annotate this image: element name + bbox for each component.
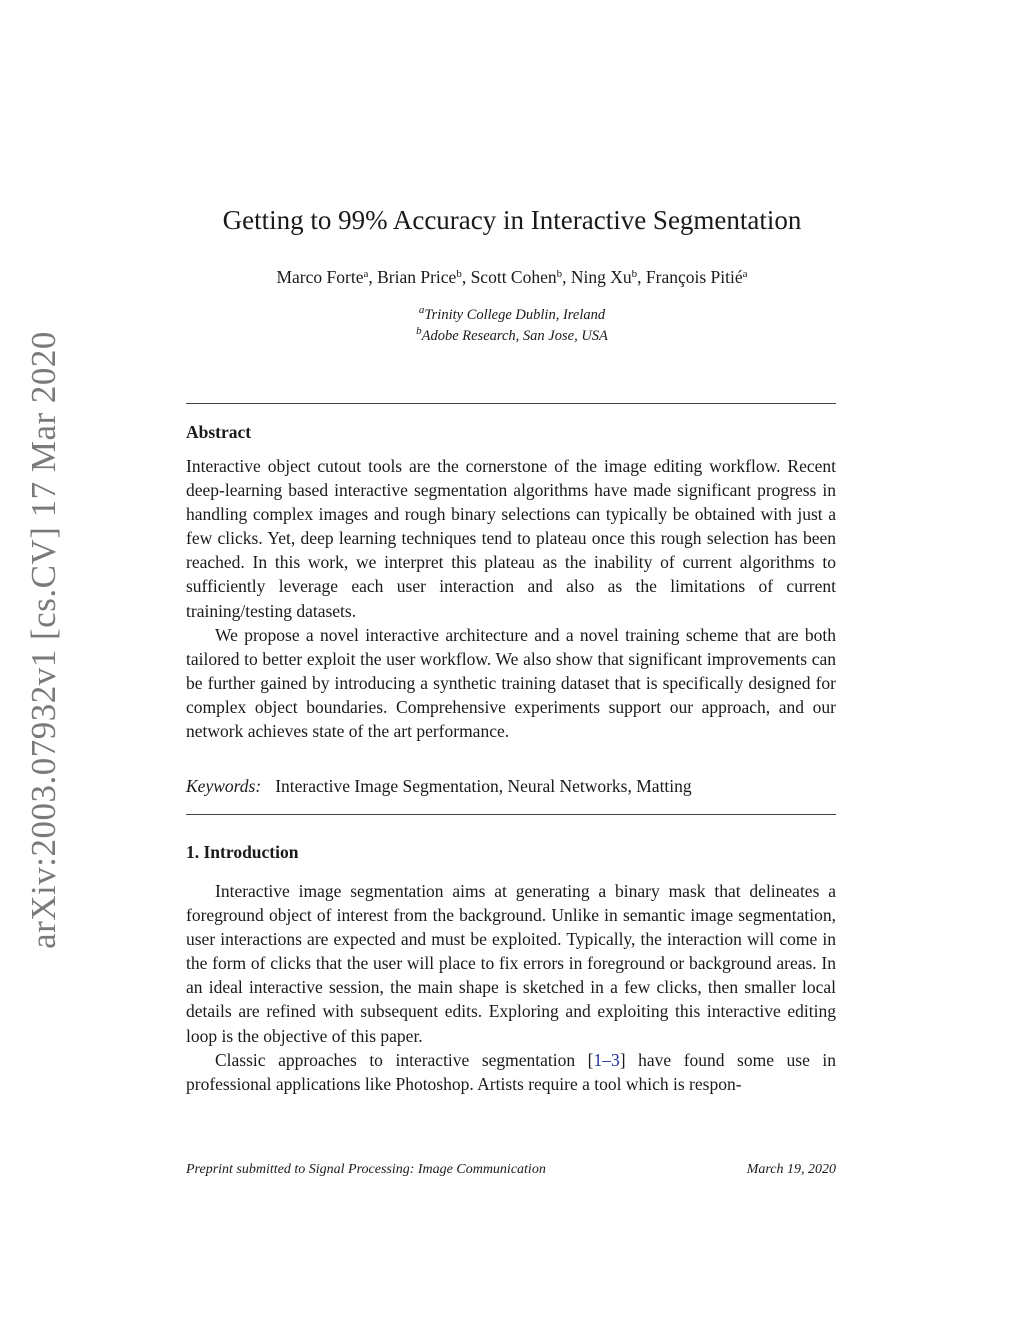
affiliation-line: [0, 305, 1024, 326]
abstract-body: [186, 454, 836, 743]
author-name: Brian Price: [377, 267, 457, 287]
paragraph-text: Classic approaches to interactive segmentation [: [215, 1049, 594, 1070]
affiliation-mark: a: [418, 304, 425, 316]
keywords-text: Interactive Image Segmentation, Neural Networks, Matting: [275, 776, 692, 796]
page-footer: [186, 1160, 836, 1180]
author-name: Marco Forte: [276, 267, 364, 287]
affiliation-list: [0, 305, 1024, 347]
keywords-line: [186, 774, 692, 798]
affiliation-text: Adobe Research, San Jose, USA: [421, 328, 608, 344]
author-affiliation-mark: b: [556, 268, 563, 280]
author-affiliation-mark: a: [742, 268, 748, 280]
keywords-label: Keywords:: [186, 776, 262, 796]
paragraph-text: ] have found some use in professional applications like Photoshop. Artists require a tool which is respon-: [186, 1049, 836, 1094]
affiliation-text: Trinity College Dublin, Ireland: [424, 307, 606, 323]
abstract-paragraph: Interactive object cutout tools are the cornerstone of the image editing workflow. Recent deep-learning based interactive segmentation algorithms have made significant progress in handling complex images and rough binary selections can typically be obtained with just a few clicks. Yet, deep learning techniques tend to plateau once this rough selection has been reached. In this work, we interpret this plateau as the inability of current algorithms to sufficiently leverage each user interaction and also as the limitations of current training/testing datasets.: [186, 456, 836, 621]
affiliation-line: [0, 326, 1024, 347]
abstract-paragraph: We propose a novel interactive architecture and a novel training scheme that are both tailored to better exploit the user workflow. We also show that significant improvements can be further gained by introducing a synthetic training dataset that is specifically designed for complex object boundaries. Comprehensive experiments support our approach, and our network achieves state of the art performance.: [186, 624, 836, 742]
paper-title: Getting to 99% Accuracy in Interactive Segmentation: [222, 205, 802, 235]
introduction-heading: 1. Introduction: [186, 842, 299, 862]
affiliation-mark: b: [416, 325, 422, 337]
footer-venue: Preprint submitted to Signal Processing: Image Communication: [186, 1162, 546, 1177]
author-affiliation-mark: b: [456, 268, 462, 280]
author-name: Scott Cohen: [470, 267, 557, 287]
author-name: François Pitié: [645, 267, 743, 287]
abstract-heading: Abstract: [186, 422, 252, 442]
arxiv-identifier-stamp: arXiv:2003.07932v1 [cs.CV] 17 Mar 2020: [24, 331, 63, 949]
abstract-bottom-rule: [186, 814, 836, 815]
author-list: Marco Forte$^a$, Brian Price$^b$, Scott Cohen$^b$, Ning Xu$^b$, François Pitié$^a$: [276, 267, 748, 287]
citation-link[interactable]: 1–3: [593, 1049, 620, 1070]
introduction-paragraph: Interactive image segmentation aims at generating a binary mask that delineates a foreground object of interest from the background. Unlike in semantic image segmentation, user interactions are expected and must be exploited. Typically, the interaction will come in the form of clicks that the user will place to fix errors in foreground or background areas. In an ideal interactive session, the main shape is sketched in a few clicks, then smaller local details are refined with subsequent edits. Exploring and exploiting this interactive editing loop is the objective of this paper.: [186, 881, 836, 1046]
author-affiliation-mark: a: [363, 268, 369, 280]
author-name: Ning Xu: [570, 267, 632, 287]
author-affiliation-mark: b: [631, 268, 638, 280]
introduction-paragraph: [186, 1048, 836, 1096]
introduction-body: [186, 879, 836, 1096]
footer-date: March 19, 2020: [746, 1162, 836, 1177]
abstract-top-rule: [186, 403, 836, 404]
